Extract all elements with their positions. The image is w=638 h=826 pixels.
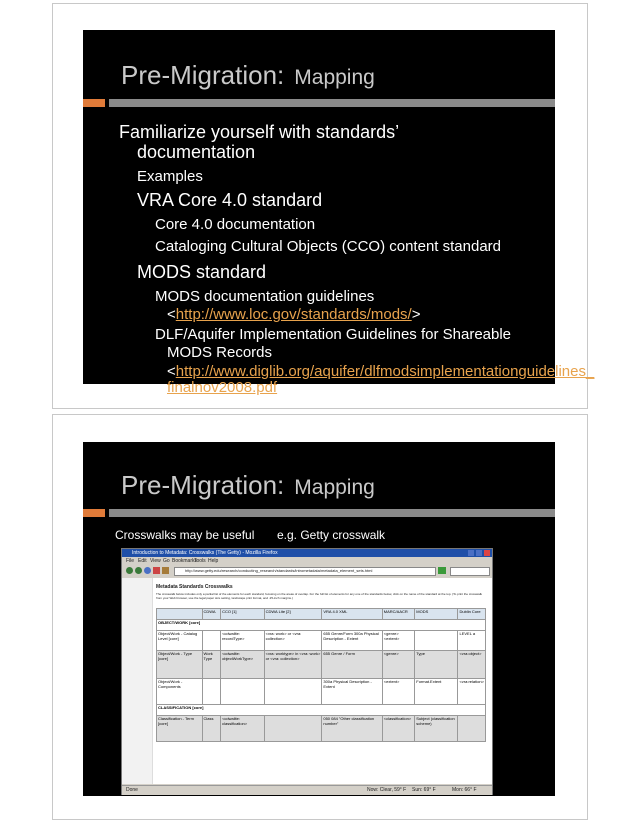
bullet-vra: VRA Core 4.0 standard (137, 190, 323, 210)
menu-tools[interactable]: Tools (194, 558, 206, 564)
table-cell: <vra: work> or <vra: collection> (264, 631, 322, 651)
table-section-row (157, 620, 486, 631)
crosswalk-table (156, 608, 486, 742)
table-cell: Subject (classification scheme) (415, 716, 458, 742)
menu-view[interactable]: View (150, 558, 161, 564)
table-cell: <vra: worktype> in <vra: work> or <vra: collection> (264, 651, 322, 679)
browser-menubar (122, 557, 492, 565)
table-cell: 655 Genre / Form (322, 651, 382, 679)
table-header[interactable]: CDWA (202, 609, 221, 620)
table-cell (458, 716, 486, 742)
menu-bookmarks[interactable]: Bookmarks (172, 558, 198, 564)
bullet-cco: Cataloging Cultural Objects (CCO) content standard (155, 238, 501, 255)
table-cell: Type (415, 651, 458, 679)
table-cell (415, 631, 458, 651)
table-cell: LEVEL a (458, 631, 486, 651)
table-cell: <classification> (382, 716, 415, 742)
search-box[interactable] (450, 567, 490, 576)
accent-bar-gray (109, 99, 555, 107)
table-cell: Work Type (202, 651, 221, 679)
table-cell: <cdwalite: recordType> (221, 631, 265, 651)
slide-2-title-main: Pre-Migration: (121, 470, 285, 500)
table-header-row (157, 609, 486, 620)
table-header[interactable]: MARC/AACR (382, 609, 415, 620)
table-cell: Object/Work - Catalog Level [core] (157, 631, 203, 651)
dlf-url-open: < (167, 363, 176, 380)
stop-icon[interactable] (153, 567, 160, 574)
slide-1 (83, 30, 595, 396)
page-content (122, 578, 492, 784)
weather-now: Now: Clear, 59° F (367, 787, 407, 793)
table-cell: Format.Extent (415, 679, 458, 705)
page-left-nav (122, 578, 153, 784)
status-done: Done (126, 787, 138, 793)
slide-1-title-main: Pre-Migration: (121, 60, 285, 90)
table-row (157, 679, 486, 705)
table-row (157, 716, 486, 742)
table-header[interactable]: VRA 4.0 XML (322, 609, 382, 620)
browser-titlebar (122, 549, 492, 557)
table-cell: <genre> <extent> (382, 631, 415, 651)
browser-window-title: Introduction to Metadata: Crosswalks (The Getty) - Mozilla Firefox (132, 550, 278, 556)
address-text: http://www.getty.edu/research/conducting_research/standards/intrometadata/metadata_element_sets.html (185, 568, 373, 573)
bullet-familiarize: Familiarize yourself with standards’ (119, 122, 400, 142)
browser-window (121, 548, 493, 795)
forward-icon[interactable] (135, 567, 142, 574)
mods-url-open: < (167, 306, 176, 323)
accent-bar-gray-2 (109, 509, 555, 517)
bullet-mods: MODS standard (137, 262, 267, 282)
bullet-dlf: DLF/Aquifer Implementation Guidelines for Shareable (155, 326, 512, 343)
table-cell: <vra:object> (458, 651, 486, 679)
menu-help[interactable]: Help (208, 558, 219, 564)
table-cell: <vra:relation> (458, 679, 486, 705)
address-bar[interactable] (174, 567, 436, 576)
bullet-mods-doc: MODS documentation guidelines (155, 288, 375, 305)
table-cell (202, 631, 221, 651)
table-cell: 655 Genre/Form 300a Physical Description - Extent (322, 631, 382, 651)
table-cell (221, 679, 265, 705)
slide-2 (83, 442, 555, 796)
table-cell: 300a Physical Description - Extent (322, 679, 382, 705)
slide-2-title-sub: Mapping (294, 476, 375, 499)
weather-mon: Mon: 66° F (452, 787, 477, 793)
dlf-url-line-cont (167, 379, 277, 396)
eg-getty-text: e.g. Getty crosswalk (277, 528, 386, 542)
page-heading: Metadata Standards Crosswalks (156, 584, 233, 590)
weather-sun: Sun: 69° F (412, 787, 436, 793)
table-header[interactable]: Dublin Core (458, 609, 486, 620)
table-header-blank (157, 609, 203, 620)
table-row (157, 631, 486, 651)
bullet-familiarize-cont: documentation (137, 142, 256, 162)
slide-1-title (121, 60, 375, 91)
table-section-row (157, 705, 486, 716)
table-cell (202, 679, 221, 705)
table-cell: <cdwalite: objectWorkType> (221, 651, 265, 679)
bullet-dlf-cont: MODS Records (167, 344, 273, 361)
table-cell: Object/Work - Type [core] (157, 651, 203, 679)
back-icon[interactable] (126, 567, 133, 574)
menu-edit[interactable]: Edit (138, 558, 147, 564)
dlf-url-link-cont[interactable]: finalnov2008.pdf (167, 379, 278, 396)
table-section: CLASSIFICATION [core] (157, 705, 486, 716)
home-icon[interactable] (162, 567, 169, 574)
table-cell: 050 084 "Other classification number" (322, 716, 382, 742)
browser-toolbar (122, 565, 492, 577)
reload-icon[interactable] (144, 567, 151, 574)
menu-file[interactable]: File (126, 558, 135, 564)
menu-go[interactable]: Go (163, 558, 170, 564)
table-header[interactable]: CCO [1] (221, 609, 265, 620)
accent-bar-orange (83, 99, 105, 107)
mods-url-line (167, 306, 420, 323)
table-row (157, 651, 486, 679)
page-intro: The crosswalk below includes only a partial list of the elements for each standard, focusing on the areas of overlap. For the full list of elements for any one of the standards below, click on the name of the standard at the top. (To print the crosswalk from your Web browser, use the legal paper size setting, landscape print format, and .25-inch margins.) (156, 592, 483, 600)
dlf-url-link[interactable]: http://www.diglib.org/aquifer/dlfmodsimplementationguidelines_ (175, 363, 595, 380)
browser-statusbar (122, 785, 492, 795)
bullet-examples: Examples (137, 168, 203, 185)
table-cell: <genre> (382, 651, 415, 679)
table-cell: Object/Work - Components (157, 679, 203, 705)
table-cell: <cdwalite: classification> (221, 716, 265, 742)
crosswalk-text: Crosswalks may be useful (115, 528, 255, 542)
window-maximize-icon[interactable] (476, 550, 482, 556)
window-minimize-icon[interactable] (468, 550, 474, 556)
table-cell: Classification - Term [core] (157, 716, 203, 742)
table-header[interactable]: MODS (415, 609, 458, 620)
table-header[interactable]: CDWA Lite [2] (264, 609, 322, 620)
accent-bar-orange-2 (83, 509, 105, 517)
slide-1-title-sub: Mapping (294, 66, 375, 89)
table-cell (264, 679, 322, 705)
window-close-icon[interactable] (484, 550, 490, 556)
dlf-url-line (167, 363, 594, 380)
bullet-core-doc: Core 4.0 documentation (155, 216, 316, 233)
table-cell (264, 716, 322, 742)
slide-2-title (121, 470, 375, 501)
mods-url-close: > (411, 306, 421, 323)
go-icon[interactable] (438, 567, 446, 574)
table-cell: Class (202, 716, 221, 742)
table-section: OBJECT/WORK [core] (157, 620, 486, 631)
table-cell: <extent> (382, 679, 415, 705)
mods-url-link[interactable]: http://www.loc.gov/standards/mods/ (175, 306, 412, 323)
